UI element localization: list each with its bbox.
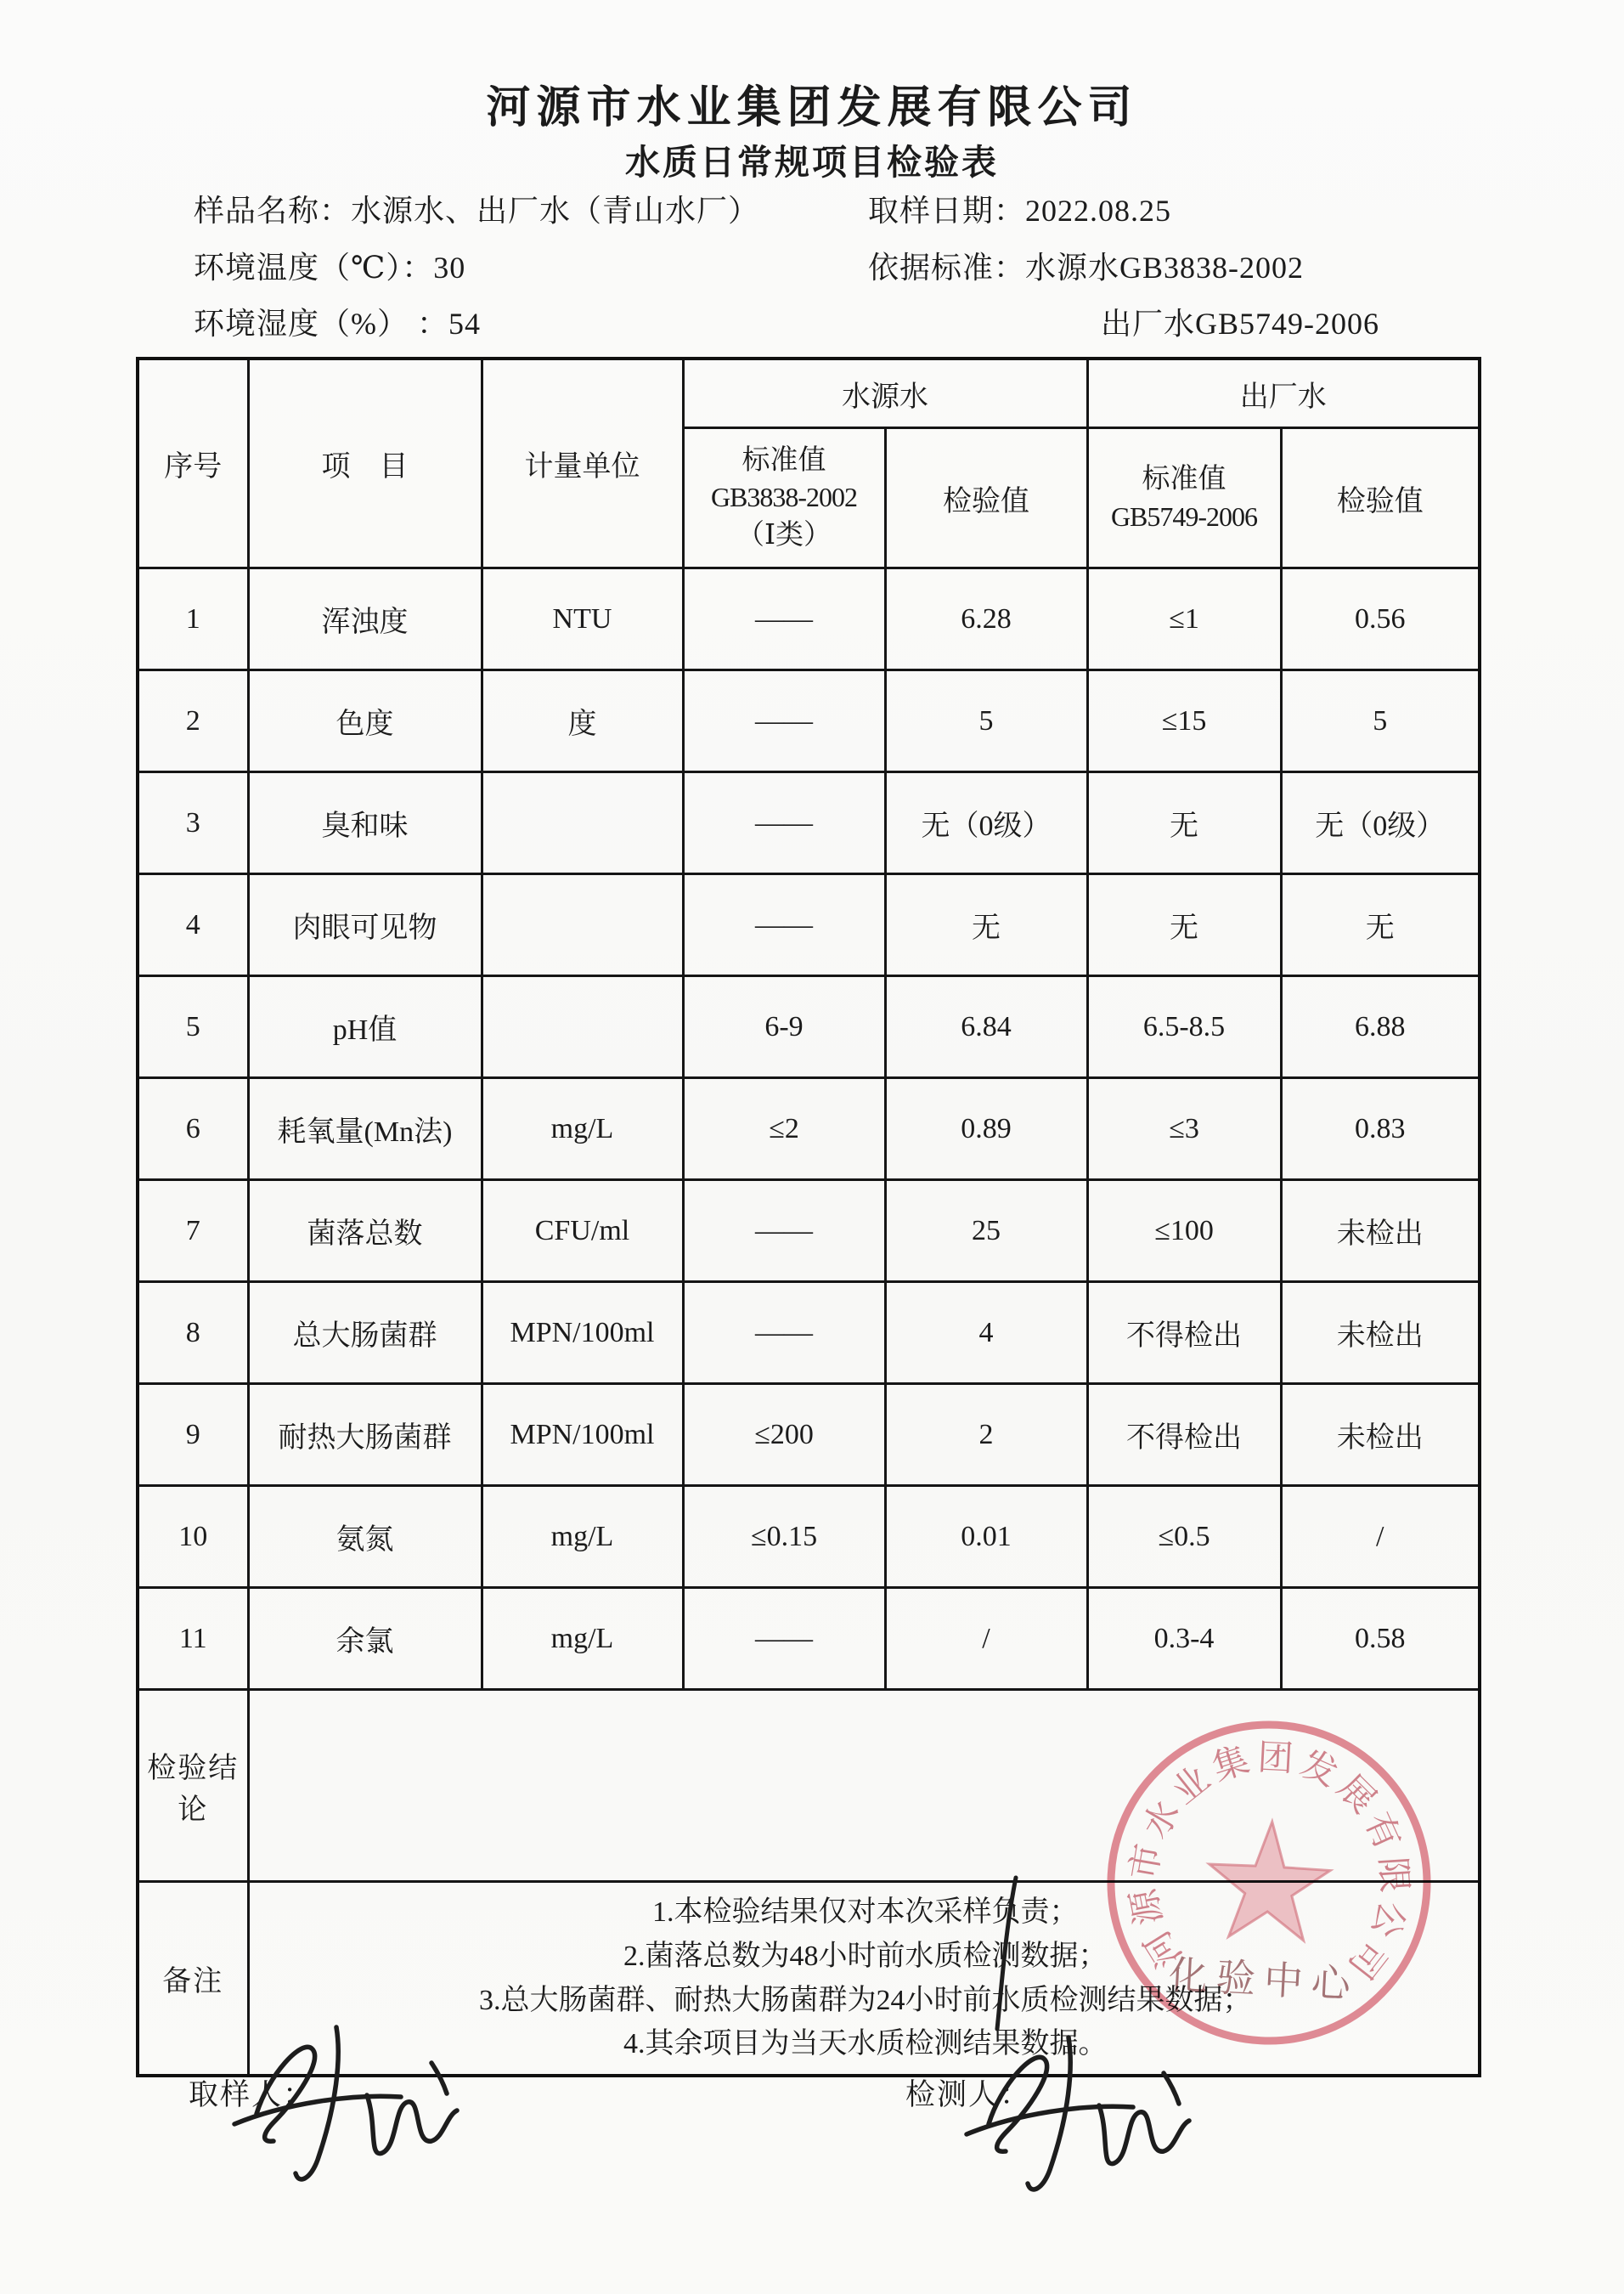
cell-src_val: 5 bbox=[885, 670, 1087, 772]
table-row bbox=[138, 772, 1480, 874]
cell-seq: 11 bbox=[138, 1588, 248, 1690]
seal-arc-char: 展 bbox=[1329, 1768, 1383, 1822]
cell-fac_std: ≤100 bbox=[1087, 1180, 1281, 1282]
seal-arc-char: 水 bbox=[1136, 1794, 1188, 1845]
cell-seq: 9 bbox=[138, 1384, 248, 1486]
seal-arc-char: 限 bbox=[1372, 1856, 1413, 1895]
sample-name-line: 样品名称：水源水、出厂水（青山水厂） bbox=[194, 194, 760, 228]
group-header-source-water: 水源水 bbox=[683, 359, 1087, 428]
seal-arc-char: 市 bbox=[1124, 1840, 1170, 1884]
cell-src_val: 4 bbox=[885, 1282, 1087, 1384]
cell-fac_std: ≤1 bbox=[1087, 568, 1281, 670]
col-header-source-value: 检验值 bbox=[885, 428, 1087, 568]
cell-src_std: ≤0.15 bbox=[683, 1486, 885, 1588]
cell-item: 浑浊度 bbox=[248, 568, 482, 670]
source-standard-line3: （Ⅰ类） bbox=[736, 519, 832, 551]
cell-src_std: —— bbox=[683, 772, 885, 874]
cell-src_std: —— bbox=[683, 1180, 885, 1282]
company-title: 河源市水业集团发展有限公司 bbox=[486, 84, 1138, 133]
cell-fac_std: ≤15 bbox=[1087, 670, 1281, 772]
col-header-unit: 计量单位 bbox=[482, 359, 683, 568]
env-temperature-line: 环境温度（℃）：30 bbox=[194, 251, 466, 285]
cell-unit bbox=[482, 874, 683, 976]
factory-standard-line1: 标准值 bbox=[1142, 464, 1226, 495]
header-group-row bbox=[138, 359, 1480, 428]
seal-arc-char: 司 bbox=[1339, 1933, 1394, 1986]
table-row bbox=[138, 1282, 1480, 1384]
cell-seq: 3 bbox=[138, 772, 248, 874]
cell-seq: 7 bbox=[138, 1180, 248, 1282]
seal-arc-char: 公 bbox=[1363, 1896, 1412, 1942]
standard-ref-line-2: 出厂水GB5749-2006 bbox=[1101, 307, 1379, 341]
cell-fac_std: 0.3-4 bbox=[1087, 1588, 1281, 1690]
remark-line: 4.其余项目为当天水质检测结果数据。 bbox=[623, 2028, 1108, 2060]
factory-standard-line2: GB5749-2006 bbox=[1110, 500, 1258, 532]
conclusion-label: 检验结论 bbox=[138, 1690, 248, 1882]
sampler-label: 取样人： bbox=[189, 2078, 315, 2111]
cell-seq: 10 bbox=[138, 1486, 248, 1588]
cell-fac_val: 0.56 bbox=[1281, 568, 1480, 670]
cell-seq: 1 bbox=[138, 568, 248, 670]
cell-item: pH值 bbox=[248, 976, 482, 1078]
cell-fac_val: 未检出 bbox=[1281, 1384, 1480, 1486]
cell-src_std: ≤2 bbox=[683, 1078, 885, 1180]
cell-src_val: 6.84 bbox=[885, 976, 1087, 1078]
remark-line: 3.总大肠菌群、耐热大肠菌群为24小时前水质检测结果数据； bbox=[479, 1984, 1252, 2016]
seal-arc-char: 团 bbox=[1256, 1738, 1294, 1780]
sampler-signature bbox=[214, 1998, 486, 2194]
cell-seq: 4 bbox=[138, 874, 248, 976]
cell-seq: 8 bbox=[138, 1282, 248, 1384]
cell-unit: mg/L bbox=[482, 1588, 683, 1690]
cell-unit: MPN/100ml bbox=[482, 1384, 683, 1486]
cell-unit bbox=[482, 772, 683, 874]
cell-seq: 6 bbox=[138, 1078, 248, 1180]
cell-fac_val: 0.83 bbox=[1281, 1078, 1480, 1180]
cell-src_val: 6.28 bbox=[885, 568, 1087, 670]
cell-src_std: —— bbox=[683, 1588, 885, 1690]
cell-unit: mg/L bbox=[482, 1078, 683, 1180]
cell-src_val: 25 bbox=[885, 1180, 1087, 1282]
cell-item: 总大肠菌群 bbox=[248, 1282, 482, 1384]
remark-line: 1.本检验结果仅对本次采样负责； bbox=[652, 1896, 1079, 1929]
cell-fac_val: 未检出 bbox=[1281, 1282, 1480, 1384]
cell-seq: 5 bbox=[138, 976, 248, 1078]
cell-src_val: 无 bbox=[885, 874, 1087, 976]
cell-fac_std: 不得检出 bbox=[1087, 1282, 1281, 1384]
cell-fac_std: 6.5-8.5 bbox=[1087, 976, 1281, 1078]
cell-unit: NTU bbox=[482, 568, 683, 670]
cell-src_std: 6-9 bbox=[683, 976, 885, 1078]
env-humidity-line: 环境湿度（%） ：54 bbox=[194, 307, 481, 341]
table-row bbox=[138, 1180, 1480, 1282]
cell-item: 菌落总数 bbox=[248, 1180, 482, 1282]
cell-src_std: ≤200 bbox=[683, 1384, 885, 1486]
col-header-factory-value: 检验值 bbox=[1281, 428, 1480, 568]
cell-unit bbox=[482, 976, 683, 1078]
table-body bbox=[138, 568, 1480, 1690]
col-header-item: 项 目 bbox=[248, 359, 482, 568]
col-header-factory-standard bbox=[1087, 428, 1281, 568]
cell-fac_val: 未检出 bbox=[1281, 1180, 1480, 1282]
table-row bbox=[138, 568, 1480, 670]
group-header-factory-water: 出厂水 bbox=[1087, 359, 1480, 428]
cell-fac_std: ≤0.5 bbox=[1087, 1486, 1281, 1588]
cell-fac_std: 不得检出 bbox=[1087, 1384, 1281, 1486]
seal-arc-char: 发 bbox=[1294, 1743, 1344, 1794]
cell-item: 肉眼可见物 bbox=[248, 874, 482, 976]
cell-src_val: / bbox=[885, 1588, 1087, 1690]
seal-center-text: 化验中心 bbox=[1167, 1953, 1361, 2007]
tester-label: 检测人： bbox=[905, 2078, 1032, 2111]
cell-item: 耐热大肠菌群 bbox=[248, 1384, 482, 1486]
cell-src_val: 0.01 bbox=[885, 1486, 1087, 1588]
cell-src_std: —— bbox=[683, 1282, 885, 1384]
remark-label: 备注 bbox=[138, 1882, 248, 2076]
cell-item: 臭和味 bbox=[248, 772, 482, 874]
cell-unit: 度 bbox=[482, 670, 683, 772]
table-row bbox=[138, 1078, 1480, 1180]
cell-unit: CFU/ml bbox=[482, 1180, 683, 1282]
doc-subtitle: 水质日常规项目检验表 bbox=[625, 143, 999, 182]
seal-arc-char: 河 bbox=[1137, 1923, 1190, 1975]
cell-fac_std: 无 bbox=[1087, 874, 1281, 976]
cell-src_val: 2 bbox=[885, 1384, 1087, 1486]
source-standard-line1: 标准值 bbox=[742, 444, 826, 476]
cell-fac_val: / bbox=[1281, 1486, 1480, 1588]
cell-item: 氨氮 bbox=[248, 1486, 482, 1588]
seal-arc-char: 源 bbox=[1125, 1885, 1170, 1929]
col-header-source-standard bbox=[683, 428, 885, 568]
table-row bbox=[138, 874, 1480, 976]
cell-item: 色度 bbox=[248, 670, 482, 772]
cell-src_std: —— bbox=[683, 874, 885, 976]
cell-fac_val: 0.58 bbox=[1281, 1588, 1480, 1690]
table-row bbox=[138, 670, 1480, 772]
cell-fac_val: 无 bbox=[1281, 874, 1480, 976]
table-row bbox=[138, 1486, 1480, 1588]
cell-src_val: 无（0级） bbox=[885, 772, 1087, 874]
sampling-date-line: 取样日期：2022.08.25 bbox=[868, 194, 1172, 228]
cell-item: 余氯 bbox=[248, 1588, 482, 1690]
col-header-seq: 序号 bbox=[138, 359, 248, 568]
cell-src_std: —— bbox=[683, 568, 885, 670]
cell-src_val: 0.89 bbox=[885, 1078, 1087, 1180]
cell-unit: MPN/100ml bbox=[482, 1282, 683, 1384]
seal-arc-char: 集 bbox=[1208, 1740, 1255, 1789]
cell-fac_val: 5 bbox=[1281, 670, 1480, 772]
table-row bbox=[138, 1588, 1480, 1690]
cell-unit: mg/L bbox=[482, 1486, 683, 1588]
source-standard-line2: GB3838-2002 bbox=[710, 482, 858, 513]
cell-item: 耗氧量(Mn法) bbox=[248, 1078, 482, 1180]
standard-ref-line: 依据标准：水源水GB3838-2002 bbox=[868, 251, 1304, 285]
table-row bbox=[138, 976, 1480, 1078]
seal-arc-char: 有 bbox=[1356, 1806, 1407, 1856]
cell-seq: 2 bbox=[138, 670, 248, 772]
remark-line: 2.菌落总数为48小时前水质检测数据； bbox=[623, 1940, 1108, 1972]
cell-fac_val: 无（0级） bbox=[1281, 772, 1480, 874]
cell-fac_val: 6.88 bbox=[1281, 976, 1480, 1078]
cell-fac_std: 无 bbox=[1087, 772, 1281, 874]
tester-signature bbox=[934, 1869, 1223, 2209]
cell-fac_std: ≤3 bbox=[1087, 1078, 1281, 1180]
cell-src_std: —— bbox=[683, 670, 885, 772]
star-icon bbox=[1205, 1818, 1333, 1941]
seal-arc-char: 业 bbox=[1165, 1759, 1218, 1813]
table-row bbox=[138, 1384, 1480, 1486]
